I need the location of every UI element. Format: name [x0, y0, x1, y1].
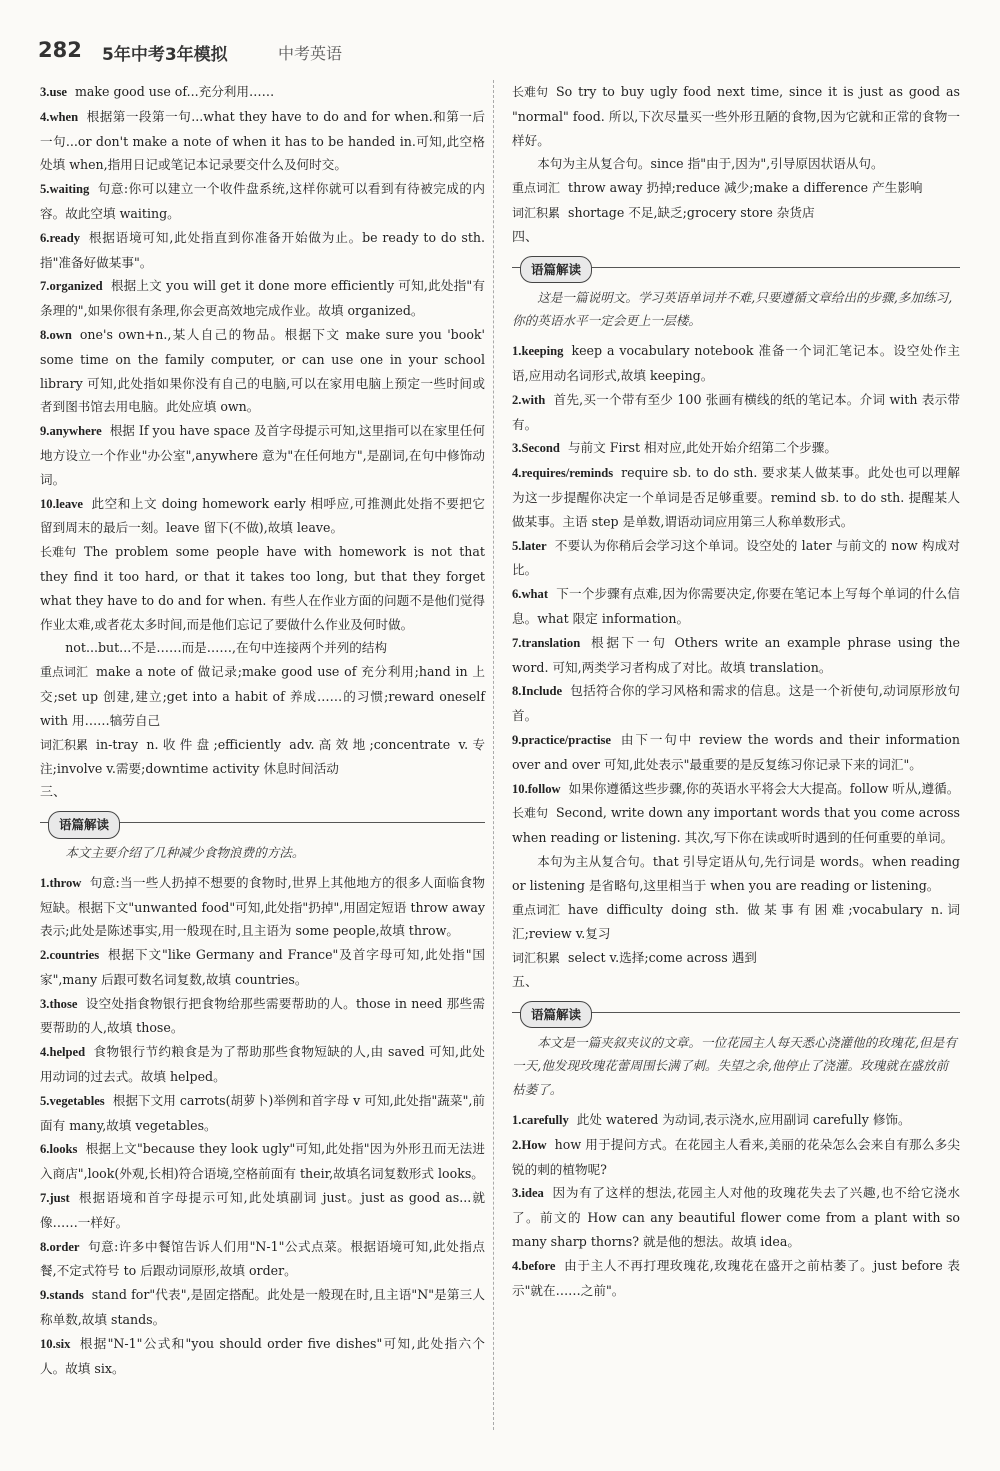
answer-key: 7.translation — [512, 635, 581, 650]
answer-key: 7.just — [40, 1191, 70, 1206]
page-number: 282 — [38, 38, 82, 62]
answer-explanation: 由于主人不再打理玫瑰花,玫瑰花在盛开之前枯萎了。just before 表示"就在……之前"。 — [512, 1257, 960, 1298]
answer-explanation: 根据上文"because they look ugly"可知,此处指"因为外形丑而无法进入商店",look(外观,长相)符合语境,空格前面有 their,故填名词复数形式 looks。 — [40, 1141, 485, 1182]
left-column — [40, 80, 485, 1380]
answer-key: 2.How — [512, 1137, 547, 1152]
answer-explanation: 此处 watered 为动词,表示浇水,应用副词 carefully 修饰。 — [576, 1112, 911, 1128]
answer-explanation: one's own+n.,某人自己的物品。根据下文 make sure you 'book' some time on the family computer, or can use one in your school library 可知,此处指如果你没有自己的电脑,可以在家用电脑上预定一些时间或者到图书馆去用电脑。此处应填 own。 — [40, 326, 485, 415]
answer-explanation: 因为有了这样的想法,花园主人对他的玫瑰花失去了兴趣,也不给它浇水了。前文的 How can any beautiful flower come from a plant with so many sharp thorns? 就是他的想法。故填 idea。 — [512, 1185, 960, 1250]
answer-explanation: 此空和上文 doing homework early 相呼应,可推测此处指不要把它留到周末的最后一刻。leave 留下(不做),故填 leave。 — [40, 495, 485, 536]
answer-item — [512, 1108, 960, 1133]
answer-item — [512, 728, 960, 777]
key-vocab: 重点词汇 have difficulty doing sth. 做某事有困难;vocabulary n.词汇;review v.复习 — [512, 901, 960, 942]
long-sentence: 长难句 The problem some people have with homework is not that they find it too hard, or that it takes too long, but that they forget what they have to do and for when. 有些人在作业方面的问题不是他们觉得作业太难,或者花太多时间,而是他们忘记了要做什么作业及何时做。 — [40, 544, 485, 632]
long-sentence: 长难句 Second, write down any important words that you come across when reading or listening. 其次,写下你在读或听时遇到的任何重要的单词。 — [512, 805, 960, 846]
passage-intro: 本文主要介绍了几种减少食物浪费的方法。 — [65, 844, 305, 860]
answer-key: 8.order — [40, 1239, 80, 1254]
answer-explanation: 根据下一句 Others write an example phrase using the word. 可知,两类学习者构成了对比。故填 translation。 — [512, 634, 960, 675]
answer-key: 4.helped — [40, 1045, 86, 1060]
answer-item — [40, 274, 485, 323]
section-number: 四、 — [512, 229, 539, 245]
answer-key: 6.looks — [40, 1142, 78, 1157]
answer-key: 4.requires/reminds — [512, 466, 614, 481]
answer-key: 3.idea — [512, 1186, 544, 1201]
answer-explanation: how 用于提问方式。在花园主人看来,美丽的花朵怎么会来自有那么多尖锐的刺的植物呢? — [512, 1136, 960, 1177]
answer-key: 9.anywhere — [40, 424, 102, 439]
answer-item — [512, 339, 960, 388]
section-number: 三、 — [40, 785, 67, 801]
vocab-accumulation: 词汇积累 in-tray n.收件盘;efficiently adv.高效地;concentrate v.专注;involve v.需要;downtime activity 休息时间活动 — [40, 736, 485, 777]
answer-item — [40, 226, 485, 275]
answer-list — [512, 1108, 960, 1302]
subject-label: 中考英语 — [278, 44, 343, 63]
answer-item — [40, 419, 485, 491]
answer-key: 4.before — [512, 1258, 556, 1273]
answer-key: 10.leave — [40, 496, 84, 511]
answer-key: 1.carefully — [512, 1113, 569, 1128]
answer-list — [40, 871, 485, 1381]
answer-key: 3.those — [40, 996, 78, 1011]
book-title: 5年中考3年模拟 — [102, 45, 228, 65]
answer-item — [40, 1186, 485, 1235]
answer-explanation: 根据 If you have space 及首字母提示可知,这里指可以在家里任何地方设立一个作业"办公室",anywhere 意为"在任何地方",是副词,在句中修饰动词。 — [40, 423, 485, 487]
answer-item — [512, 631, 960, 680]
answer-item — [512, 461, 960, 533]
answer-list — [40, 80, 485, 540]
answer-explanation: make good use of...充分利用…… — [74, 84, 275, 99]
answer-item — [40, 177, 485, 226]
answer-key: 10.six — [40, 1336, 71, 1351]
long-sentence: 长难句 So try to buy ugly food next time, since it is just as good as "normal" food. 所以,下次尽量买一些外形丑陋的食物,因为它就和正常的食物一样好。 — [512, 84, 960, 148]
answer-explanation: stand for"代表",是固定搭配。此处是一般现在时,且主语"N"是第三人称单数,故填 stands。 — [40, 1287, 485, 1328]
answer-explanation: 根据第一段第一句...what they have to do and for when.和第一后一句...or don't make a note of when it has to be handed in.可知,此空格处填 when,指用日记或笔记本记录要交什么及何时交。 — [40, 108, 485, 173]
answer-key: 1.keeping — [512, 344, 564, 359]
section-number: 五、 — [512, 974, 539, 990]
answer-item — [40, 992, 485, 1041]
answer-item — [40, 1235, 485, 1284]
answer-explanation: 包括符合你的学习风格和需求的信息。这是一个祈使句,动词原形放句首。 — [512, 683, 960, 724]
answer-key: 6.what — [512, 587, 549, 602]
answer-key: 10.follow — [512, 781, 561, 796]
answer-item — [512, 1181, 960, 1253]
vocab-accumulation: 词汇积累 shortage 不足,缺乏;grocery store 杂货店 — [512, 204, 815, 220]
vocab-accumulation: 词汇积累 select v.选择;come across 遇到 — [512, 950, 757, 966]
right-column — [512, 80, 960, 1302]
answer-item — [40, 943, 485, 992]
answer-key: 5.vegetables — [40, 1093, 105, 1108]
answer-key: 2.countries — [40, 948, 100, 963]
answer-item — [512, 1133, 960, 1182]
answer-item — [40, 1040, 485, 1089]
answer-explanation: keep a vocabulary notebook 准备一个词汇笔记本。设空处作主语,应用动名词形式,故填 keeping。 — [512, 343, 960, 383]
answer-explanation: 下一个步骤有点难,因为你需要决定,你要在笔记本上写每个单词的什么信息。what 限定 information。 — [512, 586, 960, 626]
answer-explanation: 设空处指食物银行把食物给那些需要帮助的人。those in need 那些需要帮助的人,故填 those。 — [40, 995, 485, 1036]
long-sentence-note: not...but...不是……而是……,在句中连接两个并列的结构 — [65, 640, 388, 656]
answer-explanation: 由下一句中 review the words and their information over and over 可知,此处表示"最重要的是反复练习你记录下来的词汇"。 — [512, 731, 960, 772]
answer-item — [40, 871, 485, 943]
column-divider — [493, 80, 494, 1430]
answer-key: 9.practice/practise — [512, 732, 611, 747]
answer-item — [512, 1254, 960, 1303]
answer-item — [40, 80, 485, 105]
long-sentence-note: 本句为主从复合句。since 指"由于,因为",引导原因状语从句。 — [537, 156, 884, 172]
answer-key: 8.Include — [512, 684, 563, 699]
answer-explanation: 根据下文用 carrots(胡萝卜)举例和首字母 v 可知,此处指"蔬菜",前面有 many,故填 vegetables。 — [40, 1092, 485, 1133]
answer-key: 5.later — [512, 538, 547, 553]
answer-explanation: 根据下文"like Germany and France"及首字母可知,此处指"国家",many 后跟可数名词复数,故填 countries。 — [40, 947, 485, 987]
answer-explanation: 句意:当一些人扔掉不想要的食物时,世界上其他地方的很多人面临食物短缺。根据下文"unwanted food"可知,此处指"扔掉",用固定短语 throw away 表示;此处是陈述事实,用一般现在时,且主语为 some people,故填 throw。 — [40, 874, 485, 939]
answer-key: 8.own — [40, 327, 72, 342]
answer-item — [512, 436, 960, 461]
answer-explanation: 根据上文 you will get it done more efficiently 可知,此处指"有条理的",如果你很有条理,你会更高效地完成作业。故填 organized。 — [40, 278, 485, 319]
passage-intro: 本文是一篇夹叙夹议的文章。一位花园主人每天悉心浇灌他的玫瑰花,但是有一天,他发现玫瑰花蕾周围长满了刺。失望之余,他停止了浇灌。玫瑰就在盛放前枯萎了。 — [512, 1034, 957, 1098]
answer-key: 1.throw — [40, 875, 82, 890]
key-vocab: 重点词汇 make a note of 做记录;make good use of 充分利用;hand in 上交;set up 创建,建立;get into a habit of 养成……的习惯;reward oneself with 用……犒劳自己 — [40, 664, 485, 728]
answer-key: 4.when — [40, 109, 79, 124]
answer-item — [512, 388, 960, 437]
answer-explanation: 根据语境可知,此处指直到你准备开始做为止。be ready to do sth.指"准备好做某事"。 — [40, 229, 485, 270]
answer-explanation: 首先,买一个带有至少 100 张画有横线的纸的笔记本。介词 with 表示带有。 — [512, 391, 960, 432]
answer-explanation: 与前文 First 相对应,此处开始介绍第二个步骤。 — [567, 440, 837, 456]
reading-header: 语篇解读 — [512, 252, 960, 282]
answer-key: 5.waiting — [40, 182, 90, 197]
answer-explanation: 句意:许多中餐馆告诉人们用"N-1"公式点菜。根据语境可知,此处指点餐,不定式符号 to 后跟动词原形,故填 order。 — [40, 1238, 485, 1279]
page-header — [30, 38, 970, 72]
answer-explanation: 根据语境和首字母提示可知,此处填副词 just。just as good as...就像……一样好。 — [40, 1190, 485, 1230]
answer-key: 3.Second — [512, 441, 560, 456]
answer-item — [40, 1283, 485, 1332]
answer-list — [512, 339, 960, 801]
long-sentence-note: 本句为主从复合句。that 引导定语从句,先行词是 words。when reading or listening 是省略句,这里相当于 when you are reading or listening。 — [512, 853, 960, 893]
answer-item — [512, 534, 960, 583]
key-vocab: 重点词汇 throw away 扔掉;reduce 减少;make a difference 产生影响 — [512, 180, 923, 196]
answer-explanation: 根据"N-1"公式和"you should order five dishes"可知,此处指六个人。故填 six。 — [40, 1335, 485, 1376]
answer-item — [40, 1137, 485, 1186]
answer-item — [512, 582, 960, 631]
answer-item — [512, 679, 960, 728]
answer-key: 2.with — [512, 392, 546, 407]
passage-intro: 这是一篇说明文。学习英语单词并不难,只要遵循文章给出的步骤,多加练习,你的英语水平一定会更上一层楼。 — [512, 289, 953, 329]
answer-explanation: 句意:你可以建立一个收件盘系统,这样你就可以看到有待被完成的内容。故此空填 waiting。 — [40, 181, 485, 221]
answer-key: 7.organized — [40, 279, 103, 294]
answer-explanation: 食物银行节约粮食是为了帮助那些食物短缺的人,由 saved 可知,此处用动词的过去式。故填 helped。 — [40, 1044, 485, 1085]
answer-explanation: require sb. to do sth. 要求某人做某事。此处也可以理解为这一步提醒你决定一个单词是否足够重要。remind sb. to do sth. 提醒某人做某事。主语 step 是单数,谓语动词应用第三人称单数形式。 — [512, 465, 960, 529]
answer-item — [40, 492, 485, 541]
reading-header: 语篇解读 — [512, 997, 960, 1027]
answer-item — [512, 777, 960, 802]
answer-explanation: 不要认为你稍后会学习这个单词。设空处的 later 与前文的 now 构成对比。 — [512, 537, 960, 578]
answer-item — [40, 1332, 485, 1381]
answer-item — [40, 105, 485, 177]
answer-key: 9.stands — [40, 1288, 84, 1303]
reading-header: 语篇解读 — [40, 807, 485, 837]
answer-item — [40, 323, 485, 419]
answer-explanation: 如果你遵循这些步骤,你的英语水平将会大大提高。follow 听从,遵循。 — [568, 780, 960, 796]
answer-key: 3.use — [40, 85, 67, 99]
answer-item — [40, 1089, 485, 1138]
answer-key: 6.ready — [40, 230, 80, 245]
